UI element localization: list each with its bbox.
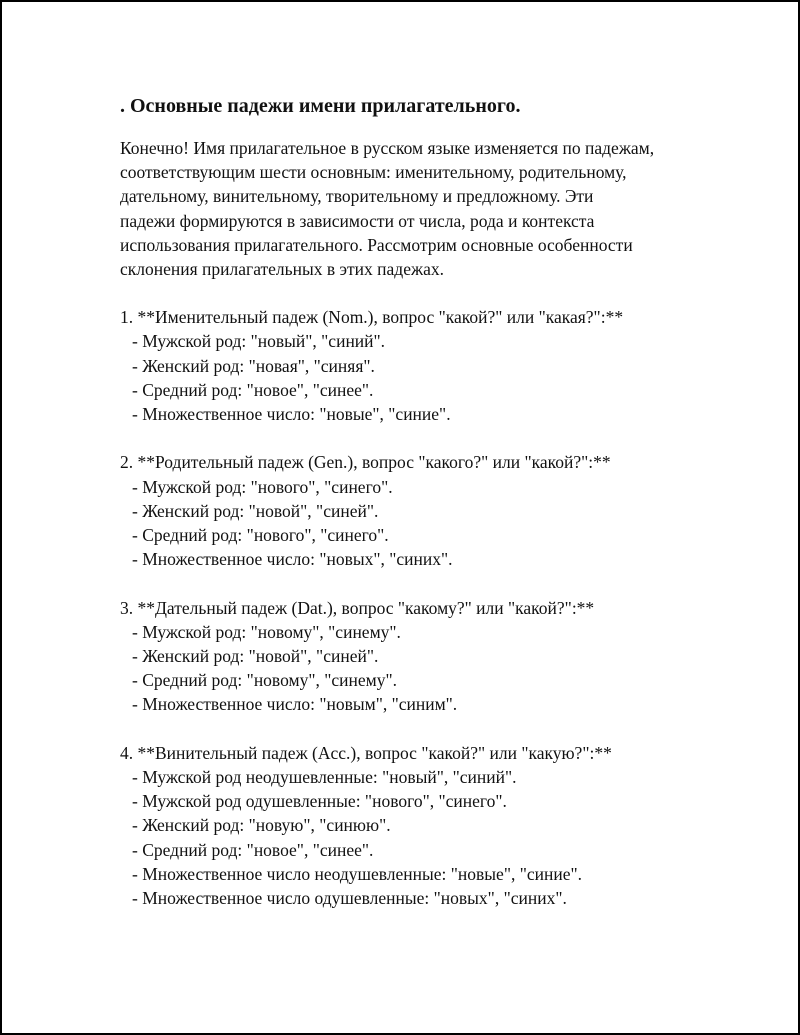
case-heading: 4. **Винительный падеж (Acc.), вопрос "какой?" или "какую?":** — [120, 742, 612, 763]
case-item: - Множественное число одушевленные: "новых", "синих". — [132, 888, 567, 909]
case-section-nominative — [120, 305, 720, 426]
case-item: - Множественное число: "новым", "синим". — [132, 694, 458, 715]
case-item: - Женский род: "новой", "синей". — [132, 646, 379, 667]
intro-line: использования прилагательного. Рассмотрим основные особенности — [120, 234, 633, 255]
intro-line: склонения прилагательных в этих падежах. — [120, 259, 444, 280]
intro-paragraph — [120, 136, 720, 281]
intro-line: соответствующим шести основным: именительному, родительному, — [120, 162, 627, 183]
case-item: - Женский род: "новую", "синюю". — [132, 815, 391, 836]
case-heading: 2. **Родительный падеж (Gen.), вопрос "какого?" или "какой?":** — [120, 452, 611, 473]
case-item: - Мужской род: "новому", "синему". — [132, 621, 401, 642]
document-title: . Основные падежи имени прилагательного. — [120, 95, 521, 117]
document-content — [120, 94, 720, 934]
case-item: - Средний род: "новому", "синему". — [132, 670, 397, 691]
case-item: - Средний род: "новое", "синее". — [132, 839, 374, 860]
case-item: - Средний род: "новое", "синее". — [132, 379, 374, 400]
case-item: - Мужской род одушевленные: "нового", "синего". — [132, 791, 507, 812]
intro-line: дательному, винительному, творительному и предложному. Эти — [120, 186, 594, 207]
case-section-accusative — [120, 741, 720, 910]
case-section-genitive — [120, 450, 720, 571]
case-item: - Средний род: "нового", "синего". — [132, 525, 389, 546]
case-item: - Множественное число: "новые", "синие". — [132, 404, 451, 425]
case-item: - Мужской род: "новый", "синий". — [132, 331, 386, 352]
case-item: - Множественное число: "новых", "синих". — [132, 549, 453, 570]
case-item: - Множественное число неодушевленные: "новые", "синие". — [132, 863, 583, 884]
intro-line: падежи формируются в зависимости от числа, рода и контекста — [120, 210, 595, 231]
case-heading: 1. **Именительный падеж (Nom.), вопрос "какой?" или "какая?":** — [120, 307, 624, 328]
case-item: - Мужской род: "нового", "синего". — [132, 476, 393, 497]
case-item: - Мужской род неодушевленные: "новый", "синий". — [132, 767, 517, 788]
case-section-dative — [120, 596, 720, 717]
case-heading: 3. **Дательный падеж (Dat.), вопрос "какому?" или "какой?":** — [120, 597, 595, 618]
case-item: - Женский род: "новой", "синей". — [132, 500, 379, 521]
intro-line: Конечно! Имя прилагательное в русском языке изменяется по падежам, — [120, 138, 655, 158]
case-item: - Женский род: "новая", "синяя". — [132, 355, 375, 376]
